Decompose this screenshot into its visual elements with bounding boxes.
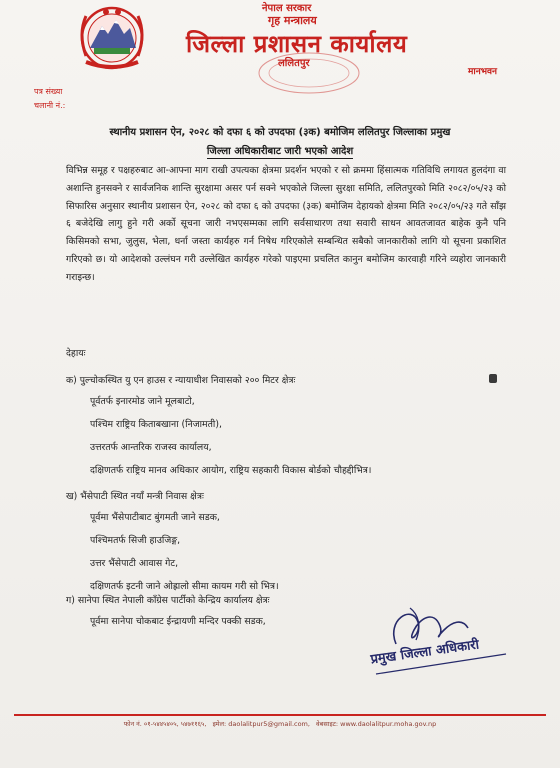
section-ga-item: पूर्वमा सानेपा चोकबाट ईन्द्रायणी मन्दिर पक्की सडक, — [90, 616, 266, 627]
order-title-line2 — [0, 143, 560, 157]
ministry-name: गृह मन्त्रालय — [268, 14, 317, 27]
signatory-title: प्रमुख जिल्ला अधिकारी — [369, 637, 480, 668]
office-place: ललितपुर — [278, 58, 310, 69]
office-name: जिल्ला प्रशासन कार्यालय — [186, 30, 408, 58]
section-kha-item: पश्चिमतर्फ सिजी हाउजिङ्ग, — [90, 535, 181, 546]
section-kha-heading: ख) भैंसेपाटी स्थित नयाँ मन्त्री निवास क्षेत्रः — [66, 491, 204, 502]
section-ka — [66, 372, 526, 482]
section-ka-item: उत्तरतर्फ आन्तरिक राजस्व कार्यालय, — [90, 442, 212, 453]
footer-phone: फोन नं. ०१-५४४५४०५, ५४७११६५, — [123, 720, 207, 728]
section-kha-item: उत्तर भैंसेपाटी आवास गेट, — [90, 558, 179, 569]
section-ka-item: पश्चिम राष्ट्रिय किताबखाना (निजामती), — [90, 419, 222, 430]
order-title-line2-text: जिल्ला अधिकारीबाट जारी भएको आदेश — [206, 146, 354, 157]
footer-contact — [0, 719, 560, 728]
section-ka-item: पूर्वतर्फ इनारमोड जाने मूलबाटो, — [90, 396, 195, 407]
dehay-label: देहायः — [66, 348, 86, 359]
section-ga-heading: ग) सानेपा स्थित नेपाली काँग्रेस पार्टीको केन्द्रिय कार्यालय क्षेत्रः — [66, 595, 270, 606]
order-paragraph: विभिन्न समूह र पक्षहरुबाट आ-आफ्ना माग राखी उपत्यका क्षेत्रमा प्रदर्शन भएको र सो क्रममा हिंसात्मक गतिविधि लगायत हुलदंगा वा अशान्ति हुनसक्ने र सार्वजनिक शान्ति सुरक्षामा असर पर्न सक्ने भएकोले जिल्ला सुरक्षा समिति, ललितपुरको मिति २०८२/०५/२३ को सिफारिस अनुसार स्थानीय प्रशासन ऐन, २०२८ को दफा ६ को उपदफा (३क) बमोजिम देहायको क्षेत्रमा मिति २०८२/०५/२३ गते साँझ ६ बजेदेखि लागु हुने गरी अर्को सूचना जारी नभएसम्मका लागि सर्वसाधारण तथा सवारी साधन आवतजावत बाहेक कुनै पनि किसिमको सभा, जुलुस, भेला, धर्ना जस्ता कार्यहरु गर्न निषेध गरिएकोले सम्बन्धित सबैको जानकारीको लागि यो सूचना प्रकाशित गरिएको छ। यो आदेशको उल्लंघन गरी उल्लेखित कार्यहरु गरेको पाइएमा प्रचलित कानुन बमोजिम कारवाही गरिने व्यहोरा जानकारी गराइन्छ। — [66, 165, 506, 283]
section-ka-item: दक्षिणतर्फ राष्ट्रिय मानव अधिकार आयोग, राष्ट्रिय सहकारी विकास बोर्डको चौहद्दीभित्र। — [90, 465, 372, 476]
footer-website[interactable]: वेबसाइट: www.daolalitpur.moha.gov.np — [316, 720, 437, 728]
section-kha-item: पूर्वमा भैंसेपाटीबाट बुंगमती जाने सडक, — [90, 512, 220, 523]
section-ka-heading: क) पुल्चोकस्थित यु एन हाउस र न्यायाधीश निवासको २०० मिटर क्षेत्रः — [66, 375, 296, 386]
section-kha — [66, 488, 526, 598]
section-kha-item: दक्षिणतर्फ इटनी जाने ओह्रालो सीमा कायम गरी सो भित्र। — [90, 581, 279, 592]
dispatch-number-label: चलानी नं.: — [34, 101, 66, 110]
nepal-emblem-icon — [72, 4, 152, 74]
footer-divider — [14, 714, 546, 716]
order-title-line1: स्थानीय प्रशासन ऐन, २०२८ को दफा ६ को उपदफा (३क) बमोजिम ललितपुर जिल्लाका प्रमुख — [109, 127, 451, 138]
ref-number-label: पत्र संख्या — [34, 87, 63, 96]
office-building: मानभवन — [468, 67, 498, 77]
government-name: नेपाल सरकार — [262, 3, 312, 14]
footer-email[interactable]: इमेल: daolalitpur5@gmail.com, — [212, 720, 310, 728]
